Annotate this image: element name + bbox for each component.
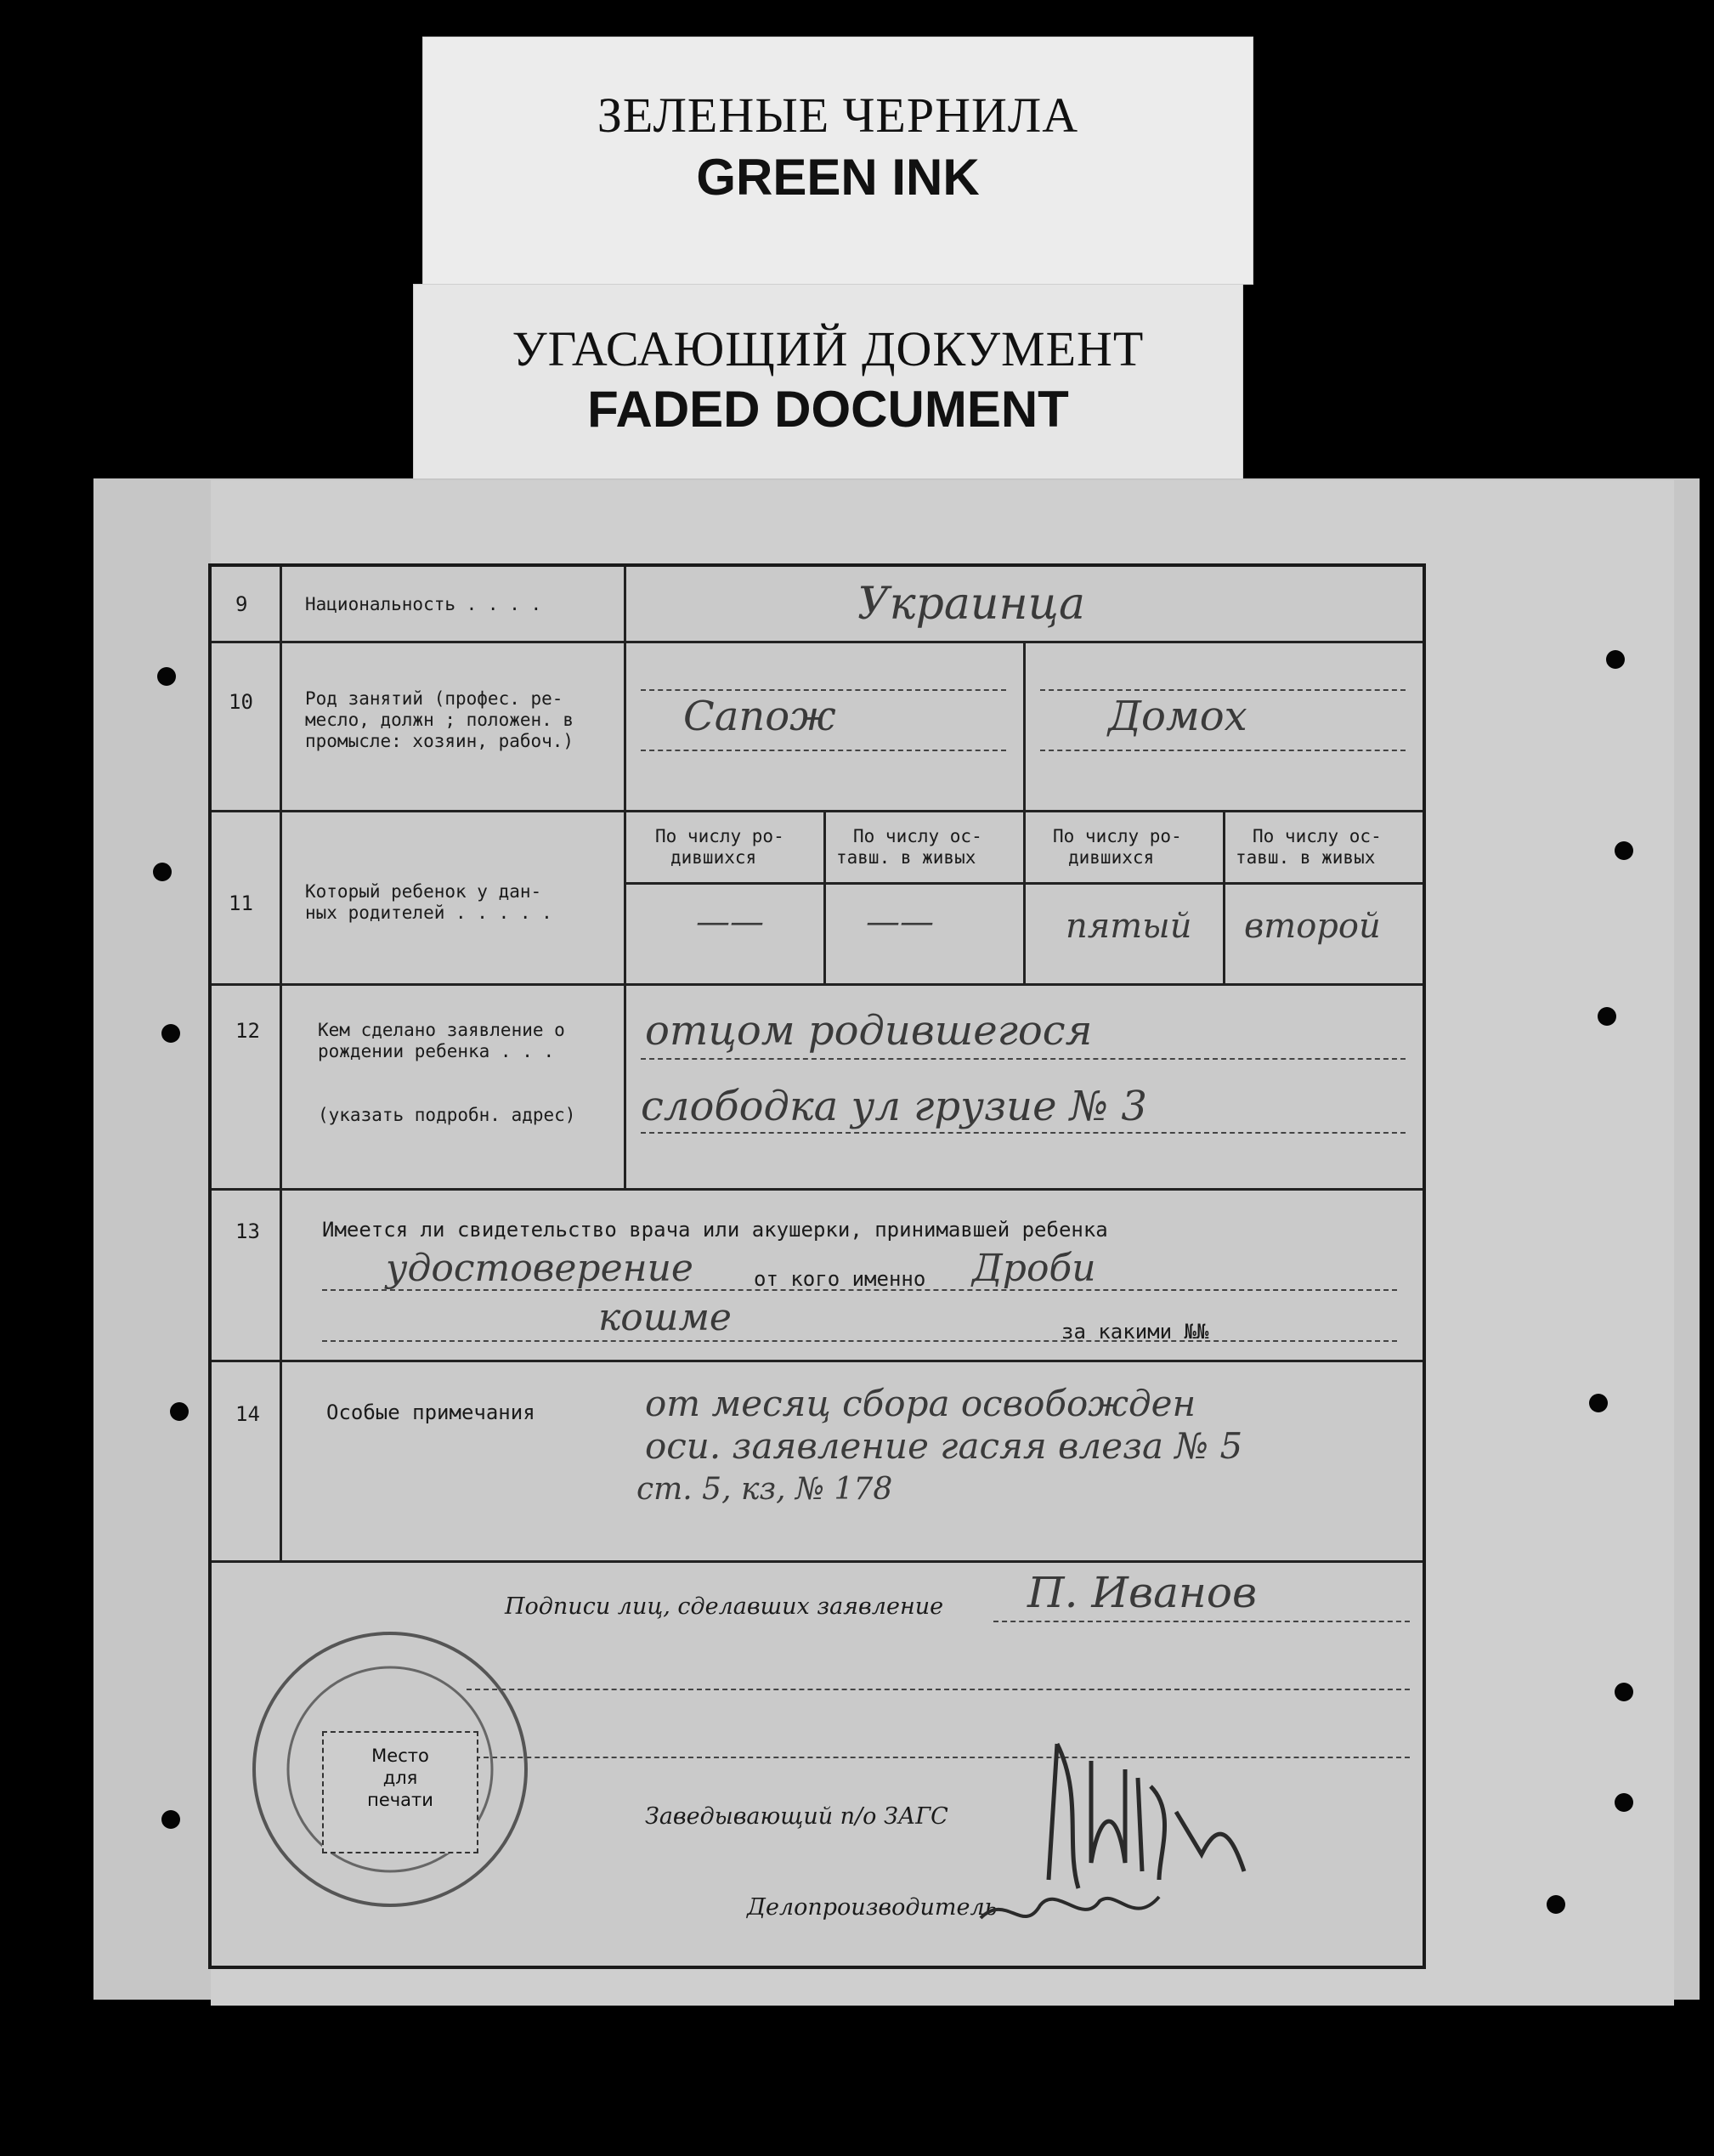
field-label-occupation-2: месло, должн ; положен. в: [305, 710, 574, 730]
field-value-alive-father: ——: [866, 903, 934, 942]
field-value-notes-2: оси. заявление гасяя влеза № 5: [645, 1425, 1243, 1467]
green-ink-label: [423, 37, 1253, 284]
field-value-father-occupation: Сапож: [683, 693, 836, 740]
field-value-from-whom-2: кошме: [598, 1296, 732, 1339]
column-header-alive-1b: тавш. в живых: [836, 847, 976, 868]
field-value-mother-occupation: Домох: [1108, 693, 1247, 740]
binding-hole: [170, 1402, 189, 1421]
row-number: 9: [235, 592, 248, 616]
faded-document-label: [414, 285, 1242, 478]
binding-hole: [157, 667, 176, 686]
row-divider: [212, 983, 1423, 986]
row-divider: [212, 1560, 1423, 1563]
row-divider: [212, 1360, 1423, 1362]
field-value-notes-1: от месяц сбора освобожден: [645, 1383, 1196, 1424]
binding-hole: [161, 1024, 180, 1043]
binding-hole: [1606, 650, 1625, 669]
field-label-declarant-1: Кем сделано заявление о: [318, 1020, 565, 1040]
row-divider: [212, 641, 1423, 643]
dotted-line: [1040, 750, 1406, 751]
field-label-occupation-1: Род занятий (профес. ре-: [305, 688, 563, 709]
column-header-born-2: По числу ро-: [1053, 826, 1182, 846]
green-ink-label-en: GREEN INK: [696, 149, 980, 206]
field-label-declarant-2: рождении ребенка . . .: [318, 1041, 555, 1061]
column-header-alive-2b: тавш. в живых: [1236, 847, 1376, 868]
clerk-signature: [972, 1867, 1193, 1952]
dotted-line: [322, 1289, 1397, 1291]
field-value-declarant: отцом родившегося: [645, 1007, 1093, 1055]
field-label-address: (указать подробн. адрес): [318, 1105, 576, 1125]
field-label-numbers: за какими №№: [1061, 1320, 1209, 1344]
dotted-line: [641, 689, 1006, 691]
row-divider: [212, 1188, 1423, 1191]
column-header-born-1: По числу ро-: [655, 826, 784, 846]
dotted-line: [641, 750, 1006, 751]
field-label-notes: Особые примечания: [326, 1401, 535, 1424]
stamp-place-label-3: печати: [367, 1790, 433, 1810]
field-value-born-father: ——: [696, 903, 764, 942]
field-value-from-whom: Дроби: [972, 1247, 1096, 1290]
column-divider: [1023, 641, 1026, 983]
signatures-label: Подписи лиц, сделавших заявление: [505, 1593, 944, 1620]
column-header-born-2b: дившихся: [1068, 847, 1155, 868]
green-ink-label-ru: ЗЕЛЕНЫЕ ЧЕРНИЛА: [597, 88, 1079, 143]
subheader-divider: [624, 882, 1423, 885]
column-divider: [280, 567, 282, 1560]
field-value-alive-mother: второй: [1244, 907, 1381, 946]
field-value-address: слободка ул грузие № 3: [641, 1083, 1147, 1130]
column-divider: [624, 567, 626, 1188]
faded-document-label-en: FADED DOCUMENT: [587, 381, 1069, 438]
stamp-place-box: [322, 1731, 478, 1853]
dotted-line: [993, 1621, 1410, 1622]
binding-hole: [153, 863, 172, 881]
dotted-line: [322, 1340, 1397, 1342]
field-label-occupation-3: промысле: хозяин, рабоч.): [305, 731, 574, 751]
column-divider: [1223, 810, 1225, 983]
dotted-line: [641, 1058, 1406, 1060]
row-number: 13: [235, 1219, 260, 1243]
faded-document-label-ru: УГАСАЮЩИЙ ДОКУМЕНТ: [512, 321, 1145, 376]
signature-declarant: П. Иванов: [1027, 1568, 1258, 1617]
field-value-nationality: Украинца: [857, 579, 1085, 630]
field-value-certificate: удостоверение: [386, 1247, 693, 1290]
field-value-born-mother: пятый: [1066, 907, 1192, 946]
dotted-line: [1040, 689, 1406, 691]
column-header-born-1b: дившихся: [670, 847, 757, 868]
stamp-place-label-2: для: [382, 1768, 418, 1788]
binding-hole: [1615, 1683, 1633, 1701]
row-number: 12: [235, 1019, 260, 1043]
field-label-child-order-1: Который ребенок у дан-: [305, 881, 542, 902]
field-value-notes-3: ст. 5, кз, № 178: [636, 1472, 893, 1507]
binding-hole: [1598, 1007, 1616, 1026]
binding-hole: [1615, 1793, 1633, 1812]
binding-hole: [1615, 841, 1633, 860]
row-number: 10: [229, 690, 253, 714]
column-header-alive-2: По числу ос-: [1253, 826, 1382, 846]
head-of-registry-label: Заведывающий п/о ЗАГС: [645, 1803, 948, 1830]
clerk-label: Делопроизводитель: [747, 1894, 998, 1921]
binding-hole: [1547, 1895, 1565, 1914]
row-divider: [212, 810, 1423, 812]
dotted-line: [467, 1689, 1410, 1690]
binding-hole: [1589, 1394, 1608, 1412]
column-header-alive-1: По числу ос-: [853, 826, 982, 846]
field-label-certificate: Имеется ли свидетельство врача или акушерки, принимавшей ребенка: [322, 1218, 1108, 1242]
field-label-nationality: Национальность . . . .: [305, 594, 542, 614]
stamp-place-label-1: Место: [371, 1746, 429, 1766]
field-label-from-whom: от кого именно: [754, 1267, 926, 1291]
field-label-child-order-2: ных родителей . . . . .: [305, 903, 552, 923]
column-divider: [823, 810, 826, 983]
row-number: 14: [235, 1402, 260, 1426]
row-number: 11: [229, 891, 253, 915]
dotted-line: [641, 1132, 1406, 1134]
birth-record-form: [208, 563, 1426, 1969]
binding-hole: [161, 1810, 180, 1829]
